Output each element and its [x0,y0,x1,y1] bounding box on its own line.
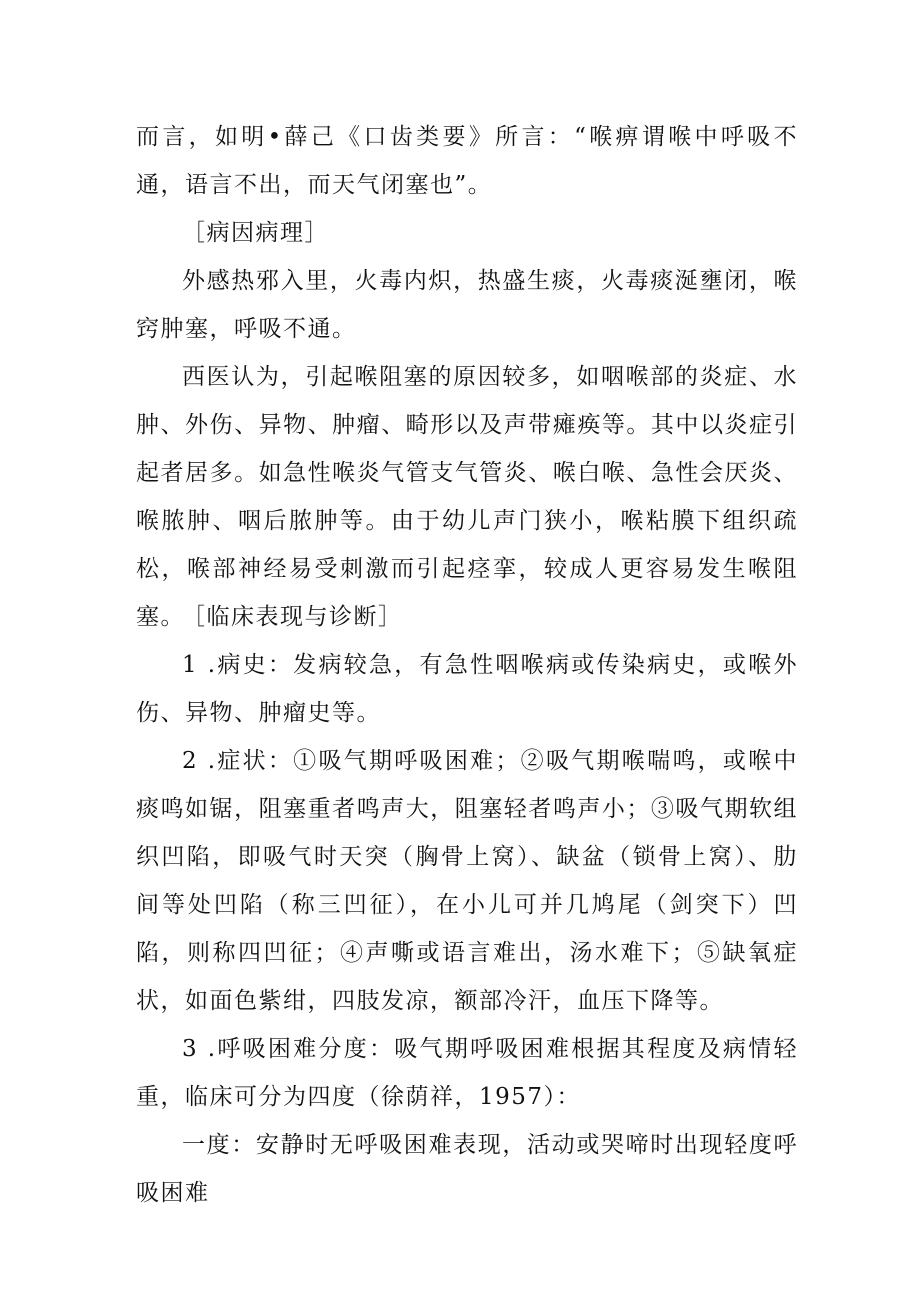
section-heading-etiology: ［病因病理］ [182,220,329,246]
paragraph-etiology-western: 西医认为，引起喉阻塞的原因较多，如咽喉部的炎症、水肿、外伤、异物、肿瘤、畸形以及声带瘫痪等。其中以炎症引起者居多。如急性喉炎气管支气管炎、喉白喉、急性会厌炎、喉脓肿、咽后脓肿等。由于幼儿声门狭小，喉粘膜下组织疏松，喉部神经易受刺激而引起痉挛，较成人更容易发生喉阻塞。 [136,364,798,630]
paragraph-history: 1 .病史：发病较急，有急性咽喉病或传染病史，或喉外伤、异物、肿瘤史等。 [136,652,798,726]
paragraph-etiology-tcm: 外感热邪入里，火毒内炽，热盛生痰，火毒痰涎壅闭，喉窍肿塞，呼吸不通。 [136,268,798,342]
section-heading-clinical: ［临床表现与诊断］ [182,604,403,630]
paragraph-continuation: 而言，如明•薛己《口齿类要》所言：“喉痹谓喉中呼吸不通，语言不出，而天气闭塞也”。 [136,124,798,198]
paragraph-symptoms: 2 .症状：①吸气期呼吸困难；②吸气期喉喘鸣，或喉中痰鸣如锯，阻塞重者鸣声大，阻塞轻者鸣声小；③吸气期软组织凹陷，即吸气时天突（胸骨上窝）、缺盆（锁骨上窝）、肋间等处凹陷（称三凹征），在小儿可并几鸠尾（剑突下）凹陷，则称四凹征；④声嘶或语言难出，汤水难下；⑤缺氧症状，如面色紫绀，四肢发凉，额部冷汗，血压下降等。 [136,748,798,1014]
paragraph-grade-one: 一度：安静时无呼吸困难表现，活动或哭啼时出现轻度呼吸困难 [136,1132,798,1206]
paragraph-dyspnea-grading: 3 .呼吸困难分度：吸气期呼吸困难根据其程度及病情轻重，临床可分为四度（徐荫祥，1957）： [136,1036,798,1110]
